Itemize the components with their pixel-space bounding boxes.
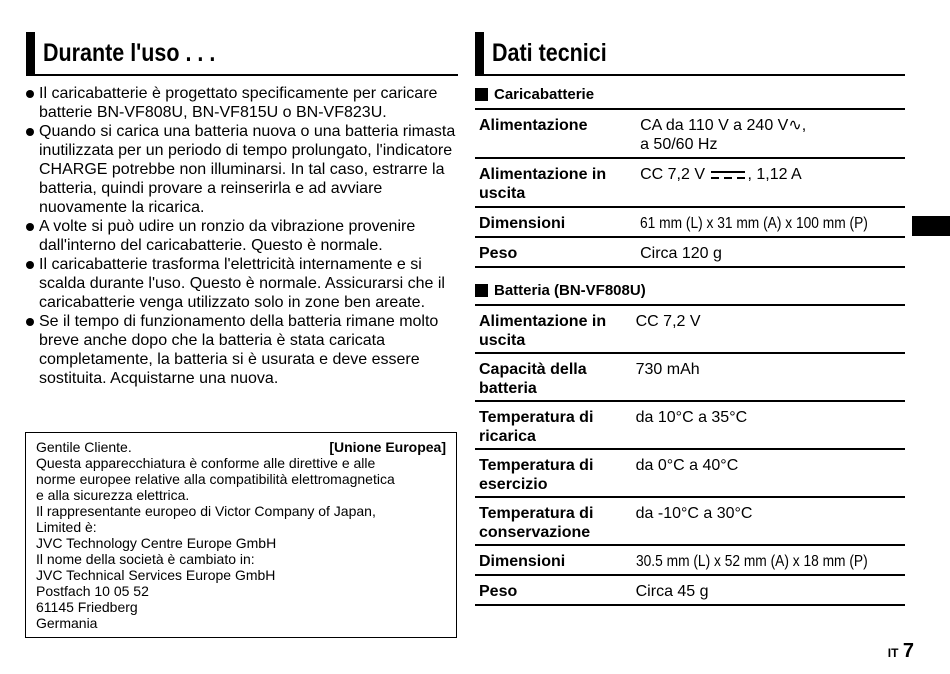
- table-row: [475, 207, 905, 237]
- dc-symbol-icon: [711, 169, 745, 181]
- eu-notice-box: [25, 432, 457, 638]
- heading-bar: [26, 32, 35, 74]
- spec-value: CC 7,2 V: [635, 313, 701, 330]
- notice-line: e alla sicurezza elettrica.: [36, 487, 190, 503]
- spec-label: Dimensioni: [479, 553, 566, 570]
- notice-line: Limited è:: [36, 519, 97, 535]
- spec-value: CC 7,2 V , 1,12 A: [640, 166, 802, 183]
- notice-line: Il nome della società è cambiato in:: [36, 551, 255, 567]
- table-row: [475, 158, 905, 207]
- section-heading-usage: [26, 32, 458, 76]
- heading-bar: [475, 32, 484, 74]
- list-item: Il caricabatterie trasforma l'elettricità internamente e si scalda durante l'uso. Questo è normale. Assicurarsi che il caricabatterie venga utilizzato solo in zone ben areate.: [26, 255, 458, 312]
- spec-label: Temperatura di esercizio: [479, 457, 594, 493]
- usage-notes-list: [26, 84, 458, 388]
- usage-heading: Durante l'uso . . .: [43, 38, 216, 67]
- bullet-dot-icon: [26, 128, 34, 136]
- page-number-value: 7: [902, 640, 914, 662]
- spec-label: Peso: [479, 245, 518, 262]
- left-column: [26, 32, 458, 388]
- notice-greeting: Gentile Cliente.: [36, 439, 132, 455]
- page-number: [888, 640, 914, 663]
- section-heading-specs: [475, 32, 905, 76]
- spec-value: da -10°C a 30°C: [635, 505, 753, 522]
- spec-label: Alimentazione in uscita: [479, 313, 607, 349]
- notice-line: JVC Technology Centre Europe GmbH: [36, 535, 277, 551]
- charger-section-title: Caricabatterie: [475, 84, 905, 104]
- spec-value: da 0°C a 40°C: [635, 457, 739, 474]
- notice-line: Postfach 10 05 52: [36, 583, 149, 599]
- spec-value: Circa 45 g: [635, 583, 709, 600]
- battery-spec-table: [475, 304, 905, 606]
- table-row: [475, 449, 905, 497]
- notice-region: [Unione Europea]: [329, 439, 446, 455]
- bullet-dot-icon: [26, 223, 34, 231]
- spec-value: 730 mAh: [635, 361, 700, 378]
- notice-line: Questa apparecchiatura è conforme alle direttive e alle: [36, 455, 376, 471]
- table-row: [475, 353, 905, 401]
- ac-symbol-icon: ∿: [788, 117, 802, 134]
- table-row: [475, 545, 905, 575]
- page-tab-marker: [912, 216, 950, 236]
- list-item: A volte si può udire un ronzio da vibrazione provenire dall'interno del caricabatterie. Questo è normale.: [26, 217, 458, 255]
- spec-value: 30.5 mm (L) x 52 mm (A) x 18 mm (P): [635, 553, 868, 570]
- notice-line: norme europee relative alla compatibilità elettromagnetica: [36, 471, 395, 487]
- table-row: [475, 575, 905, 605]
- bullet-dot-icon: [26, 261, 34, 269]
- list-item: Quando si carica una batteria nuova o una batteria rimasta inutilizzata per un periodo di tempo prolungato, l'indicatore CHARGE potrebbe non illuminarsi. In tal caso, estrarre la batteria, quindi provare a reinserirla e ad avviare nuovamente la ricarica.: [26, 122, 458, 217]
- notice-line: Germania: [36, 615, 98, 631]
- notice-line: 61145 Friedberg: [36, 599, 138, 615]
- spec-label: Alimentazione: [479, 117, 588, 134]
- table-row: [475, 401, 905, 449]
- spec-value: CA da 110 V a 240 V∿, a 50/60 Hz: [640, 117, 807, 153]
- right-column: [475, 32, 905, 606]
- notice-line: JVC Technical Services Europe GmbH: [36, 567, 276, 583]
- square-bullet-icon: [475, 88, 488, 101]
- spec-label: Capacità della batteria: [479, 361, 587, 397]
- table-row: [475, 305, 905, 353]
- notice-line: Il rappresentante europeo di Victor Company of Japan,: [36, 503, 376, 519]
- spec-label: Temperatura di conservazione: [479, 505, 594, 541]
- charger-spec-table: [475, 108, 905, 268]
- spec-value: 61 mm (L) x 31 mm (A) x 100 mm (P): [640, 215, 868, 232]
- table-row: [475, 237, 905, 267]
- language-code: IT: [887, 646, 899, 660]
- list-item: Il caricabatterie è progettato specificamente per caricare batterie BN-VF808U, BN-VF815U o BN-VF823U.: [26, 84, 458, 122]
- spec-label: Peso: [479, 583, 518, 600]
- bullet-dot-icon: [26, 318, 34, 326]
- list-item: Se il tempo di funzionamento della batteria rimane molto breve anche dopo che la batteria è stata caricata completamente, la batteria si è usurata e deve essere sostituita. Acquistarne una nuova.: [26, 312, 458, 388]
- spec-label: Alimentazione in uscita: [479, 166, 607, 202]
- table-row: [475, 497, 905, 545]
- specs-heading: Dati tecnici: [492, 38, 607, 67]
- spec-label: Temperatura di ricarica: [479, 409, 594, 445]
- square-bullet-icon: [475, 284, 488, 297]
- spec-label: Dimensioni: [479, 215, 566, 232]
- bullet-dot-icon: [26, 90, 34, 98]
- spec-value: da 10°C a 35°C: [635, 409, 748, 426]
- spec-value: Circa 120 g: [640, 245, 722, 262]
- table-row: [475, 109, 905, 158]
- battery-section-title: Batteria (BN-VF808U): [475, 280, 905, 300]
